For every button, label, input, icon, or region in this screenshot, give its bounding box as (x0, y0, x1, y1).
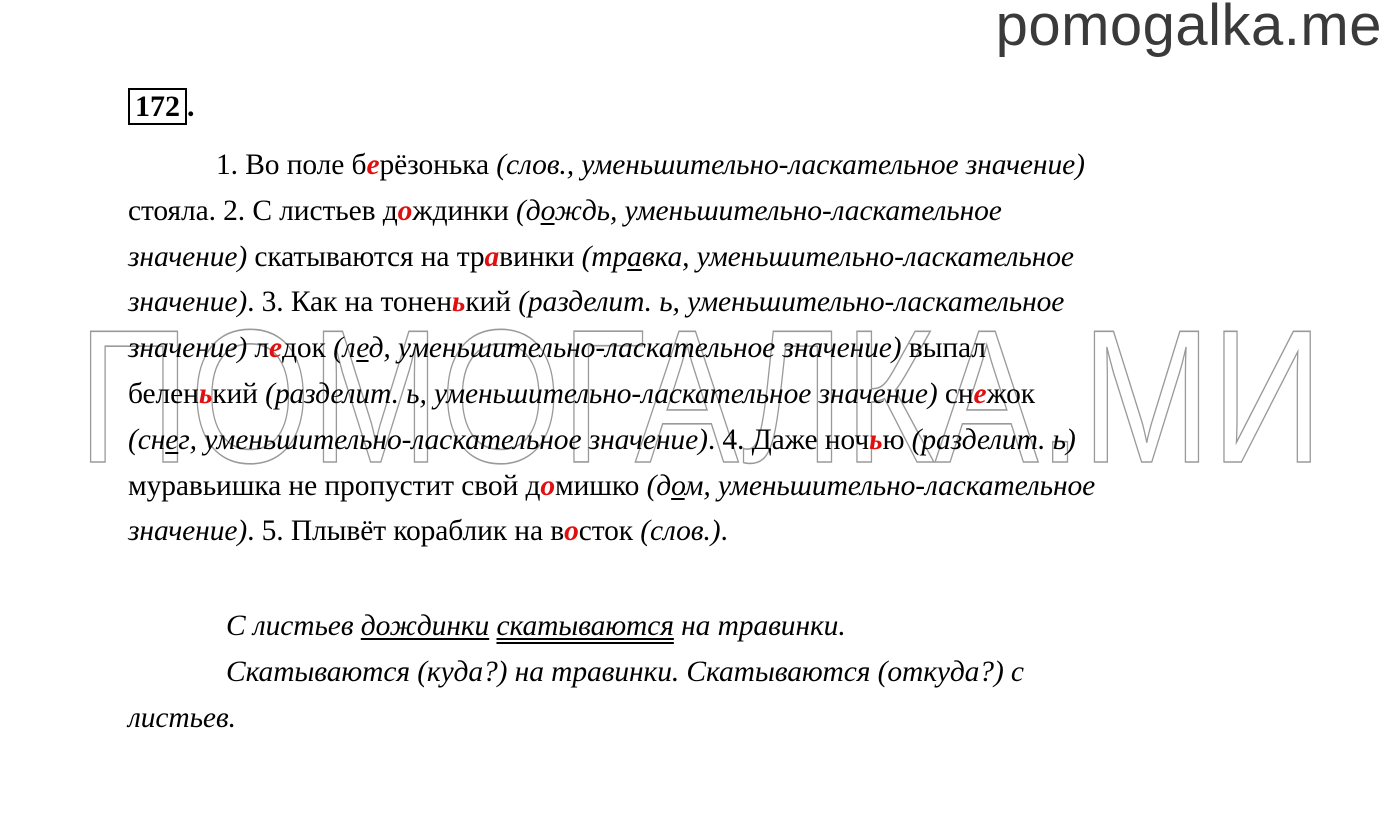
analysis-line: листьев. (128, 701, 236, 734)
text-line: беленький (разделит. ь, уменьшительно-ласкательное значение) снежок (128, 377, 1035, 410)
text-line: муравьишка не пропустит свой домишко (дом, уменьшительно-ласкательное (128, 469, 1096, 502)
text-line: значение) ледок (лед, уменьшительно-ласкательное значение) выпал (128, 332, 986, 365)
svg-text:ПОМОГАЛКА.МИ: ПОМОГАЛКА.МИ (78, 312, 1323, 482)
task-number: 172 . (128, 88, 195, 125)
text-line: стояла. 2. С листьев дождинки (дождь, уменьшительно-ласкательное (128, 194, 1002, 227)
text-line: (снег, уменьшительно-ласкательное значение). 4. Даже ночью (разделит. ь) (128, 423, 1076, 456)
predicate: скатываются (496, 610, 674, 642)
subject: дождинки (360, 610, 490, 642)
analysis-line: С листьев дождинки скатываются на травинки. (226, 610, 846, 642)
site-watermark: pomogalka.me (995, 0, 1382, 58)
analysis-line: Скатываются (куда?) на травинки. Скатываются (откуда?) с (226, 655, 1024, 688)
text-line: значение). 3. Как на тоненький (разделит. ь, уменьшительно-ласкательное (128, 286, 1065, 319)
exercise-text (128, 143, 1288, 555)
sentence-analysis (128, 604, 1288, 741)
text-line: значение) скатываются на травинки (травка, уменьшительно-ласкательное (128, 240, 1074, 273)
text-line: 1. Во поле берёзонька (слов., уменьшительно-ласкательное значение) (216, 149, 1085, 181)
text-line: значение). 5. Плывёт кораблик на восток (слов.). (128, 515, 728, 548)
